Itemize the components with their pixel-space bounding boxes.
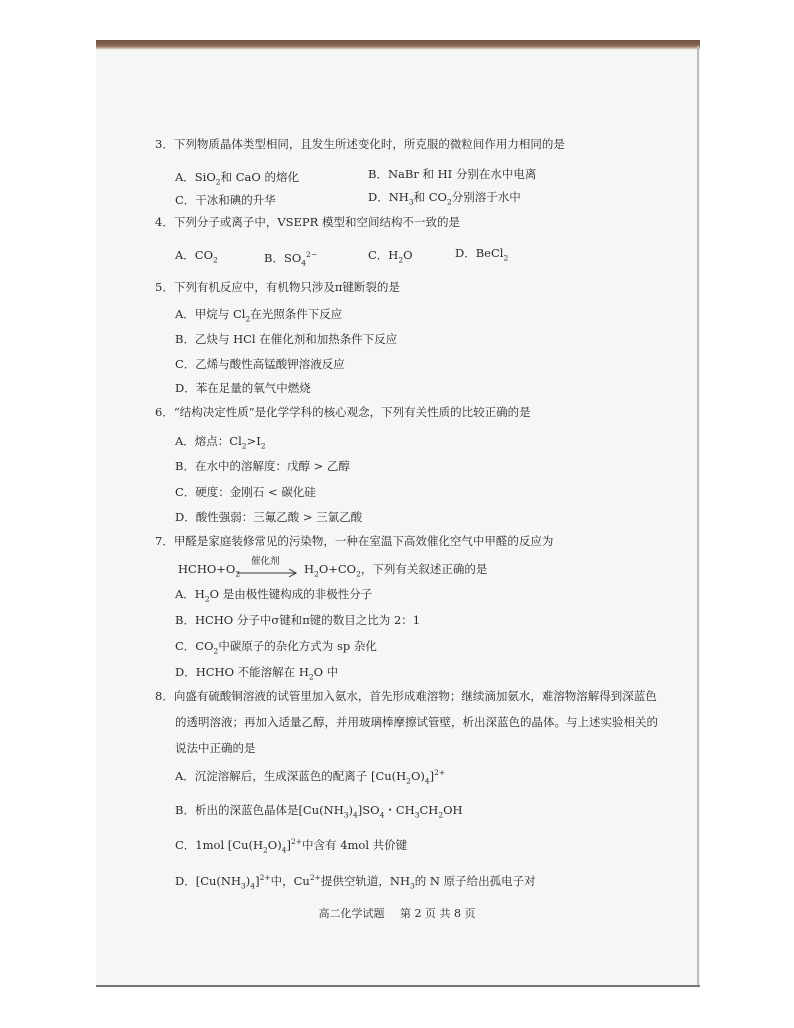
q4-stem: 4．下列分子或离子中，VSEPR 模型和空间结构不一致的是 — [155, 215, 460, 229]
q8-option-c: C．1mol $[Cu(H_2O)_4]^{2+}$中含有 4mol 共价键 — [175, 837, 408, 855]
q6-option-b: B．在水中的溶解度：戊醇 > 乙醇 — [175, 459, 350, 473]
q6-stem: 6．“结构决定性质”是化学学科的核心观念，下列有关性质的比较正确的是 — [155, 405, 531, 419]
q6-option-d: D．酸性强弱：三氟乙酸 > 三氯乙酸 — [175, 510, 363, 524]
page-footer — [0, 905, 794, 921]
scan-top-edge — [96, 40, 700, 50]
q8-option-a: A．沉淀溶解后，生成深蓝色的配离子 $[Cu(H_2O)_4]^{2+}$ — [175, 768, 446, 786]
footer-page-number: 第 2 页 共 8 页 — [400, 907, 476, 920]
q3-option-b: B．NaBr 和 HI 分别在水中电离 — [368, 167, 537, 181]
q7-option-d: D．HCHO 不能溶解在 $H_2O$ 中 — [175, 665, 339, 682]
q4-option-b: B．$SO_4^{2-}$ — [264, 250, 318, 268]
q7-equation-right: $H_2O+CO_2$，下列有关叙述正确的是 — [304, 562, 488, 579]
q6-option-c: C．硬度：金刚石 < 碳化硅 — [175, 485, 316, 499]
q4-option-d: D．BeCl$_2$ — [455, 246, 509, 263]
q8-option-b: B．析出的深蓝色晶体是$[Cu(NH_3)_4]SO_4$・$CH_3CH_2OH$ — [175, 803, 463, 820]
q5-option-b: B．乙炔与 HCl 在催化剂和加热条件下反应 — [175, 332, 398, 346]
q7-equation-left: $HCHO+O_2$ — [178, 562, 241, 579]
scan-bottom-edge — [96, 985, 700, 987]
q4-option-c: C．$H_2O$ — [368, 248, 413, 265]
q5-option-a: A．甲烷与 $Cl_2$在光照条件下反应 — [175, 307, 343, 324]
q8-stem-line-1: 8．向盛有硫酸铜溶液的试管里加入氨水，首先形成难溶物；继续滴加氨水，难溶物溶解得到深蓝色 — [155, 689, 657, 703]
q7-option-c: C．$CO_2$中碳原子的杂化方式为 sp 杂化 — [175, 639, 377, 656]
q3-option-c: C．干冰和碘的升华 — [175, 193, 276, 207]
q7-stem: 7．甲醛是家庭装修常见的污染物，一种在室温下高效催化空气中甲醛的反应为 — [155, 534, 554, 548]
q7-option-b: B．HCHO 分子中σ键和π键的数目之比为 2：1 — [175, 613, 421, 627]
q3-option-a: A．SiO$_2$和 CaO 的熔化 — [175, 170, 299, 187]
q7-catalyst-label: 催化剂 — [251, 556, 280, 567]
reaction-arrow-icon — [237, 565, 300, 579]
q5-option-c: C．乙烯与酸性高锰酸钾溶液反应 — [175, 357, 345, 371]
q7-option-a: A．$H_2O$ 是由极性键构成的非极性分子 — [175, 587, 373, 604]
q5-stem: 5．下列有机反应中，有机物只涉及π键断裂的是 — [155, 280, 400, 294]
q3-option-d: D．$NH_3$和 $CO_2$分别溶于水中 — [368, 190, 521, 207]
q6-option-a: A．熔点：$Cl_2>I_2$ — [175, 434, 266, 451]
footer-exam-title: 高二化学试题 — [318, 907, 385, 920]
scan-right-edge — [697, 46, 699, 986]
q8-option-d: D．$[Cu(NH_3)_4]^{2+}$中，$Cu^{2+}$提供空轨道，$NH_3$的 N 原子给出孤电子对 — [175, 873, 536, 891]
q4-option-a: A．$CO_2$ — [175, 248, 218, 265]
q5-option-d: D．苯在足量的氧气中燃烧 — [175, 381, 311, 395]
q8-stem-line-2: 的透明溶液；再加入适量乙醇，并用玻璃棒摩擦试管壁，析出深蓝色的晶体。与上述实验相关的 — [175, 715, 658, 729]
q8-stem-line-3: 说法中正确的是 — [175, 741, 256, 755]
q3-stem: 3．下列物质晶体类型相同，且发生所述变化时，所克服的微粒间作用力相同的是 — [155, 137, 565, 151]
